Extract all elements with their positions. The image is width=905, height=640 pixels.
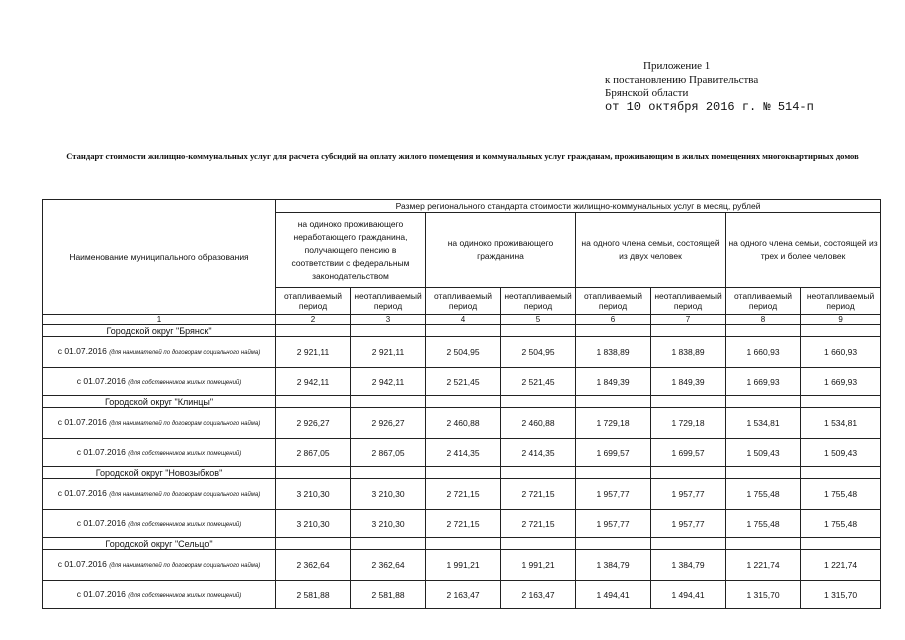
empty-cell (576, 396, 651, 408)
row-note: (для собственников жилых помещений) (128, 592, 242, 599)
cost-value: 2 721,15 (426, 510, 501, 538)
appendix-resolution: к постановлению Правительства (605, 73, 759, 86)
column-number: 5 (501, 315, 576, 325)
cost-value: 3 210,30 (276, 479, 351, 510)
row-label (43, 368, 276, 396)
table-row (43, 581, 881, 609)
cost-value: 1 729,18 (651, 408, 726, 439)
cost-value: 2 414,35 (501, 439, 576, 467)
row-label (43, 337, 276, 368)
cost-value: 1 509,43 (801, 439, 881, 467)
cost-value: 2 942,11 (276, 368, 351, 396)
empty-cell (501, 325, 576, 337)
cost-value: 2 362,64 (276, 550, 351, 581)
cost-value: 2 926,27 (351, 408, 426, 439)
column-number: 6 (576, 315, 651, 325)
column-header-top: Размер регионального стандарта стоимости жилищно-коммунальных услуг в месяц, рублей (276, 200, 881, 213)
cost-value: 2 926,27 (276, 408, 351, 439)
empty-cell (351, 467, 426, 479)
municipality-name: Городской округ "Сельцо" (43, 538, 276, 550)
cost-value: 1 838,89 (576, 337, 651, 368)
cost-value: 1 534,81 (801, 408, 881, 439)
period-header: неотапливаемый период (501, 288, 576, 315)
table-row (43, 510, 881, 538)
column-number: 8 (726, 315, 801, 325)
row-note: (для нанимателей по договорам социального найма) (109, 350, 261, 356)
empty-cell (576, 538, 651, 550)
cost-value: 1 755,48 (726, 479, 801, 510)
cost-value: 2 460,88 (501, 408, 576, 439)
cost-value: 2 414,35 (426, 439, 501, 467)
cost-value: 1 699,57 (651, 439, 726, 467)
cost-value: 1 849,39 (651, 368, 726, 396)
cost-value: 2 921,11 (351, 337, 426, 368)
group-header-family-three: на одного члена семьи, состоящей из трех и более человек (726, 213, 881, 288)
cost-value: 2 867,05 (351, 439, 426, 467)
cost-value: 2 163,47 (501, 581, 576, 609)
row-date: с 01.07.2016 (57, 488, 107, 498)
cost-value: 1 669,93 (801, 368, 881, 396)
empty-cell (651, 538, 726, 550)
cost-value: 1 509,43 (726, 439, 801, 467)
cost-value: 1 957,77 (651, 479, 726, 510)
cost-value: 1 957,77 (576, 479, 651, 510)
cost-value: 1 838,89 (651, 337, 726, 368)
cost-value: 2 921,11 (276, 337, 351, 368)
cost-value: 2 721,15 (501, 510, 576, 538)
cost-value: 1 221,74 (726, 550, 801, 581)
cost-value: 2 721,15 (501, 479, 576, 510)
table-row (43, 479, 881, 510)
cost-value: 1 755,48 (801, 510, 881, 538)
row-note: (для нанимателей по договорам социального найма) (109, 492, 261, 498)
period-header: неотапливаемый период (801, 288, 881, 315)
empty-cell (726, 538, 801, 550)
cost-value: 2 362,64 (351, 550, 426, 581)
cost-value: 1 494,41 (651, 581, 726, 609)
row-note: (для собственников жилых помещений) (128, 450, 242, 457)
cost-value: 1 384,79 (651, 550, 726, 581)
group-row (43, 396, 881, 408)
cost-value: 3 210,30 (351, 510, 426, 538)
cost-value: 2 521,45 (426, 368, 501, 396)
column-number: 3 (351, 315, 426, 325)
standard-cost-table (42, 199, 881, 609)
period-header: неотапливаемый период (651, 288, 726, 315)
empty-cell (651, 396, 726, 408)
cost-value: 1 534,81 (726, 408, 801, 439)
table-row (43, 408, 881, 439)
cost-value: 3 210,30 (276, 510, 351, 538)
cost-value: 3 210,30 (351, 479, 426, 510)
period-header: отапливаемый период (426, 288, 501, 315)
empty-cell (651, 325, 726, 337)
cost-value: 2 867,05 (276, 439, 351, 467)
column-number: 2 (276, 315, 351, 325)
row-label (43, 550, 276, 581)
cost-value: 2 942,11 (351, 368, 426, 396)
row-date: с 01.07.2016 (57, 417, 107, 427)
row-note: (для нанимателей по договорам социального найма) (109, 421, 261, 427)
municipality-name: Городской округ "Брянск" (43, 325, 276, 337)
cost-value: 1 315,70 (801, 581, 881, 609)
empty-cell (651, 467, 726, 479)
cost-value: 1 221,74 (801, 550, 881, 581)
group-row (43, 467, 881, 479)
row-date: с 01.07.2016 (76, 588, 126, 599)
group-row (43, 325, 881, 337)
empty-cell (426, 467, 501, 479)
empty-cell (801, 396, 881, 408)
empty-cell (801, 467, 881, 479)
empty-cell (351, 396, 426, 408)
row-label (43, 479, 276, 510)
period-header: отапливаемый период (276, 288, 351, 315)
empty-cell (351, 538, 426, 550)
row-note: (для собственников жилых помещений) (128, 379, 242, 386)
row-note: (для нанимателей по договорам социального найма) (109, 563, 261, 569)
empty-cell (576, 325, 651, 337)
empty-cell (426, 538, 501, 550)
empty-cell (726, 396, 801, 408)
table-row (43, 439, 881, 467)
cost-value: 1 849,39 (576, 368, 651, 396)
table-row (43, 550, 881, 581)
cost-value: 1 729,18 (576, 408, 651, 439)
row-label (43, 510, 276, 538)
empty-cell (726, 467, 801, 479)
cost-value: 1 991,21 (426, 550, 501, 581)
period-header: отапливаемый период (726, 288, 801, 315)
appendix-date-number: от 10 октября 2016 г. № 514-п (605, 99, 814, 114)
appendix-region: Брянской области (605, 87, 689, 99)
municipality-name: Городской округ "Новозыбков" (43, 467, 276, 479)
column-number: 4 (426, 315, 501, 325)
empty-cell (276, 396, 351, 408)
cost-value: 2 581,88 (351, 581, 426, 609)
cost-value: 1 660,93 (726, 337, 801, 368)
empty-cell (801, 325, 881, 337)
cost-value: 1 660,93 (801, 337, 881, 368)
empty-cell (426, 325, 501, 337)
row-label (43, 581, 276, 609)
group-row (43, 538, 881, 550)
cost-value: 1 957,77 (651, 510, 726, 538)
cost-value: 2 721,15 (426, 479, 501, 510)
cost-value: 2 163,47 (426, 581, 501, 609)
cost-value: 2 460,88 (426, 408, 501, 439)
empty-cell (501, 467, 576, 479)
row-label (43, 439, 276, 467)
row-date: с 01.07.2016 (76, 517, 126, 528)
cost-value: 2 504,95 (426, 337, 501, 368)
group-header-single: на одиноко проживающего гражданина (426, 213, 576, 288)
empty-cell (501, 396, 576, 408)
cost-value: 1 384,79 (576, 550, 651, 581)
group-header-family-two: на одного члена семьи, состоящей из двух человек (576, 213, 726, 288)
column-header-name: Наименование муниципального образования (43, 200, 276, 315)
column-number: 1 (43, 315, 276, 325)
row-label (43, 408, 276, 439)
empty-cell (801, 538, 881, 550)
row-date: с 01.07.2016 (76, 375, 126, 386)
cost-value: 1 669,93 (726, 368, 801, 396)
appendix-block (605, 60, 814, 114)
empty-cell (276, 538, 351, 550)
empty-cell (426, 396, 501, 408)
column-number: 9 (801, 315, 881, 325)
cost-value: 1 699,57 (576, 439, 651, 467)
cost-value: 1 755,48 (801, 479, 881, 510)
cost-value: 1 494,41 (576, 581, 651, 609)
empty-cell (501, 538, 576, 550)
cost-value: 1 315,70 (726, 581, 801, 609)
header-row-top (43, 200, 881, 213)
empty-cell (351, 325, 426, 337)
cost-value: 1 755,48 (726, 510, 801, 538)
cost-value: 2 504,95 (501, 337, 576, 368)
cost-value: 2 581,88 (276, 581, 351, 609)
municipality-name: Городской округ "Клинцы" (43, 396, 276, 408)
period-header: неотапливаемый период (351, 288, 426, 315)
cost-value: 1 991,21 (501, 550, 576, 581)
empty-cell (726, 325, 801, 337)
cost-value: 1 957,77 (576, 510, 651, 538)
empty-cell (276, 467, 351, 479)
row-date: с 01.07.2016 (57, 559, 107, 569)
group-header-pensioner: на одиноко проживающего неработающего гражданина, получающего пенсию в соответствии с федеральным законодательством (276, 213, 426, 288)
table-row (43, 337, 881, 368)
column-number: 7 (651, 315, 726, 325)
row-note: (для собственников жилых помещений) (128, 521, 242, 528)
document-title: Стандарт стоимости жилищно-коммунальных услуг для расчета субсидий на оплату жилого помещения и коммунальных услуг гражданам, проживающим в жилых помещениях многоквартирных домов (66, 151, 859, 161)
row-date: с 01.07.2016 (57, 346, 107, 356)
column-number-row (43, 315, 881, 325)
period-header: отапливаемый период (576, 288, 651, 315)
empty-cell (276, 325, 351, 337)
cost-value: 2 521,45 (501, 368, 576, 396)
empty-cell (576, 467, 651, 479)
table-row (43, 368, 881, 396)
appendix-title: Приложение 1 (643, 60, 711, 72)
row-date: с 01.07.2016 (76, 446, 126, 457)
